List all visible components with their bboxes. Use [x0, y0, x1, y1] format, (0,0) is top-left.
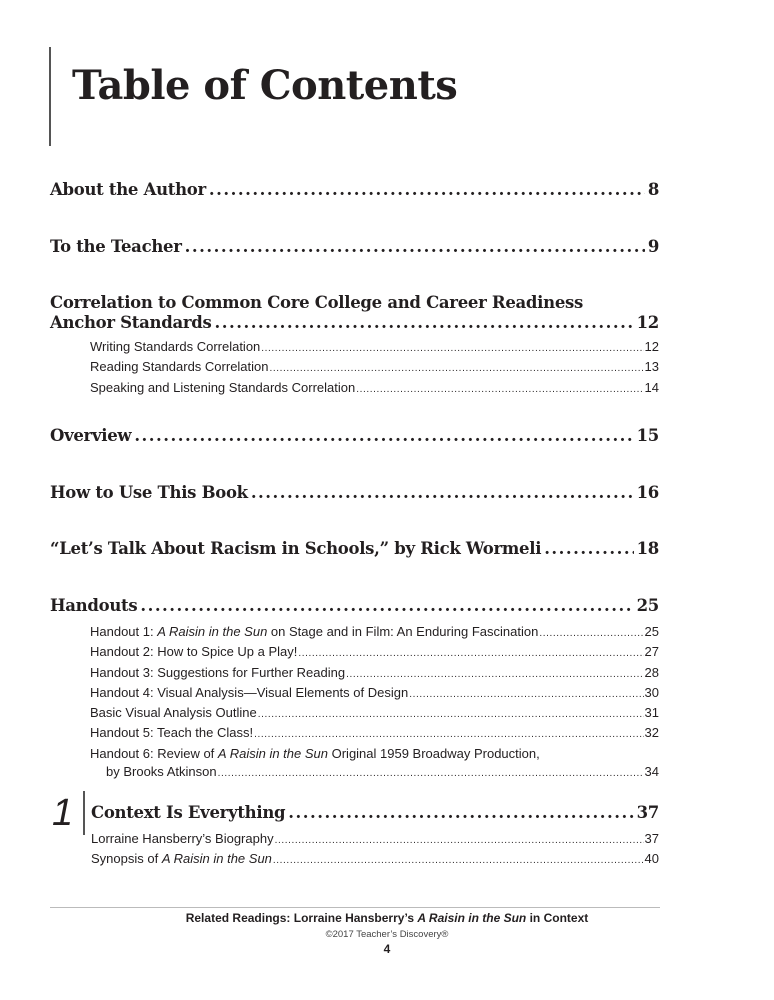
subentry-page: 13 — [644, 359, 659, 375]
subentry-title: Speaking and Listening Standards Correlation — [90, 379, 356, 395]
entry-title: Overview — [50, 426, 132, 445]
dot-leader — [409, 686, 643, 704]
dot-leader — [275, 832, 644, 850]
toc-subentry[interactable] — [90, 684, 659, 704]
subentry-title: Lorraine Hansberry’s Biography — [91, 831, 274, 846]
dot-leader — [258, 706, 644, 724]
subentry-page: 12 — [644, 339, 659, 354]
toc-chapter-1[interactable] — [91, 803, 659, 871]
dot-leader — [209, 180, 645, 200]
dot-leader — [288, 803, 633, 823]
dot-leader — [356, 381, 643, 399]
subentry-title: Reading Standards Correlation — [90, 359, 269, 375]
footer-copyright: ©2017 Teacher’s Discovery® — [325, 929, 449, 940]
toc-subentry[interactable] — [90, 664, 659, 684]
footer-page-number: 4 — [383, 942, 391, 956]
dot-leader — [140, 596, 633, 616]
dot-leader — [214, 313, 633, 333]
subentry-title: Basic Visual Analysis Outline — [90, 705, 257, 721]
toc-subentry[interactable] — [90, 745, 659, 784]
toc-subentry[interactable] — [90, 724, 659, 744]
subentry-page: 40 — [644, 851, 659, 867]
toc-subentry[interactable] — [90, 623, 659, 643]
subentry-page: 28 — [644, 664, 659, 680]
entry-title-line1: Correlation to Common Core College and Career Readiness — [50, 293, 584, 312]
subentry-page: 31 — [644, 705, 659, 721]
toc-entry-correlation[interactable] — [50, 293, 659, 399]
entry-page: 12 — [636, 313, 659, 332]
subentry-page: 34 — [644, 764, 659, 780]
subentry-title: Writing Standards Correlation — [90, 339, 261, 354]
toc-entry-to-teacher[interactable] — [50, 237, 659, 257]
subentry-title: Handout 5: Teach the Class! — [90, 725, 254, 741]
dot-leader — [185, 237, 645, 257]
toc-subentry[interactable] — [90, 379, 659, 399]
toc-entry-how-to-use[interactable] — [50, 483, 659, 503]
chapter-title: Context Is Everything — [91, 803, 286, 822]
toc-subentry[interactable] — [90, 643, 659, 663]
toc-subentry[interactable] — [90, 358, 659, 378]
entry-page: 25 — [636, 596, 659, 615]
toc-subentry[interactable] — [91, 830, 659, 850]
entry-page: 16 — [636, 483, 659, 502]
footer-divider — [50, 907, 660, 908]
entry-title: Handouts — [50, 596, 138, 615]
title-rule — [49, 47, 51, 146]
subentry-title: Synopsis of A Raisin in the Sun — [91, 851, 272, 867]
entry-title: Anchor Standards — [50, 313, 212, 332]
entry-title: “Let’s Talk About Racism in Schools,” by Rick Wormeli — [50, 539, 542, 558]
toc-subentry[interactable] — [90, 338, 659, 358]
chapter-number: 1 — [52, 792, 74, 834]
subentry-title: Handout 3: Suggestions for Further Reading — [90, 664, 346, 680]
toc-subentry[interactable] — [91, 850, 659, 870]
subentry-page: 14 — [644, 379, 659, 395]
dot-leader — [539, 625, 643, 643]
subentry-title: Handout 2: How to Spice Up a Play! — [90, 644, 298, 660]
dot-leader — [261, 340, 643, 358]
entry-title: About the Author — [50, 180, 206, 199]
chapter-rule — [83, 791, 85, 835]
entry-page: 8 — [647, 180, 659, 199]
subentry-page: 27 — [644, 644, 659, 660]
dot-leader — [254, 726, 643, 744]
dot-leader — [251, 483, 634, 503]
dot-leader — [273, 852, 644, 870]
subentry-page: 37 — [644, 831, 659, 846]
subentry-page: 32 — [644, 725, 659, 741]
page-title: Table of Contents — [72, 62, 458, 109]
toc-entry-about-author[interactable] — [50, 180, 659, 200]
entry-title: To the Teacher — [50, 237, 182, 256]
dot-leader — [544, 539, 633, 559]
dot-leader — [346, 666, 643, 684]
toc-entry-overview[interactable] — [50, 426, 659, 446]
subentry-title-cont: by Brooks Atkinson — [106, 764, 217, 780]
dot-leader — [270, 360, 644, 378]
entry-page: 18 — [636, 539, 659, 558]
subentry-page: 30 — [644, 684, 659, 700]
subentry-title: Handout 1: A Raisin in the Sun on Stage and in Film: An Enduring Fascination — [90, 624, 539, 639]
entry-title: How to Use This Book — [50, 483, 248, 502]
subentry-page: 25 — [644, 624, 659, 639]
dot-leader — [218, 765, 644, 783]
dot-leader — [298, 645, 643, 663]
toc-subentry[interactable] — [90, 704, 659, 724]
chapter-page: 37 — [636, 803, 659, 822]
dot-leader — [134, 426, 633, 446]
subentry-title: Handout 4: Visual Analysis—Visual Elements of Design — [90, 684, 409, 700]
toc-entry-handouts[interactable] — [50, 596, 659, 783]
entry-page: 15 — [636, 426, 659, 445]
subentry-title: Handout 6: Review of A Raisin in the Sun Original 1959 Broadway Production, — [90, 745, 540, 761]
entry-page: 9 — [647, 237, 659, 256]
toc-entry-racism-essay[interactable] — [50, 539, 659, 559]
footer-series-title: Related Readings: Lorraine Hansberry’s A Raisin in the Sun in Context — [185, 911, 589, 925]
